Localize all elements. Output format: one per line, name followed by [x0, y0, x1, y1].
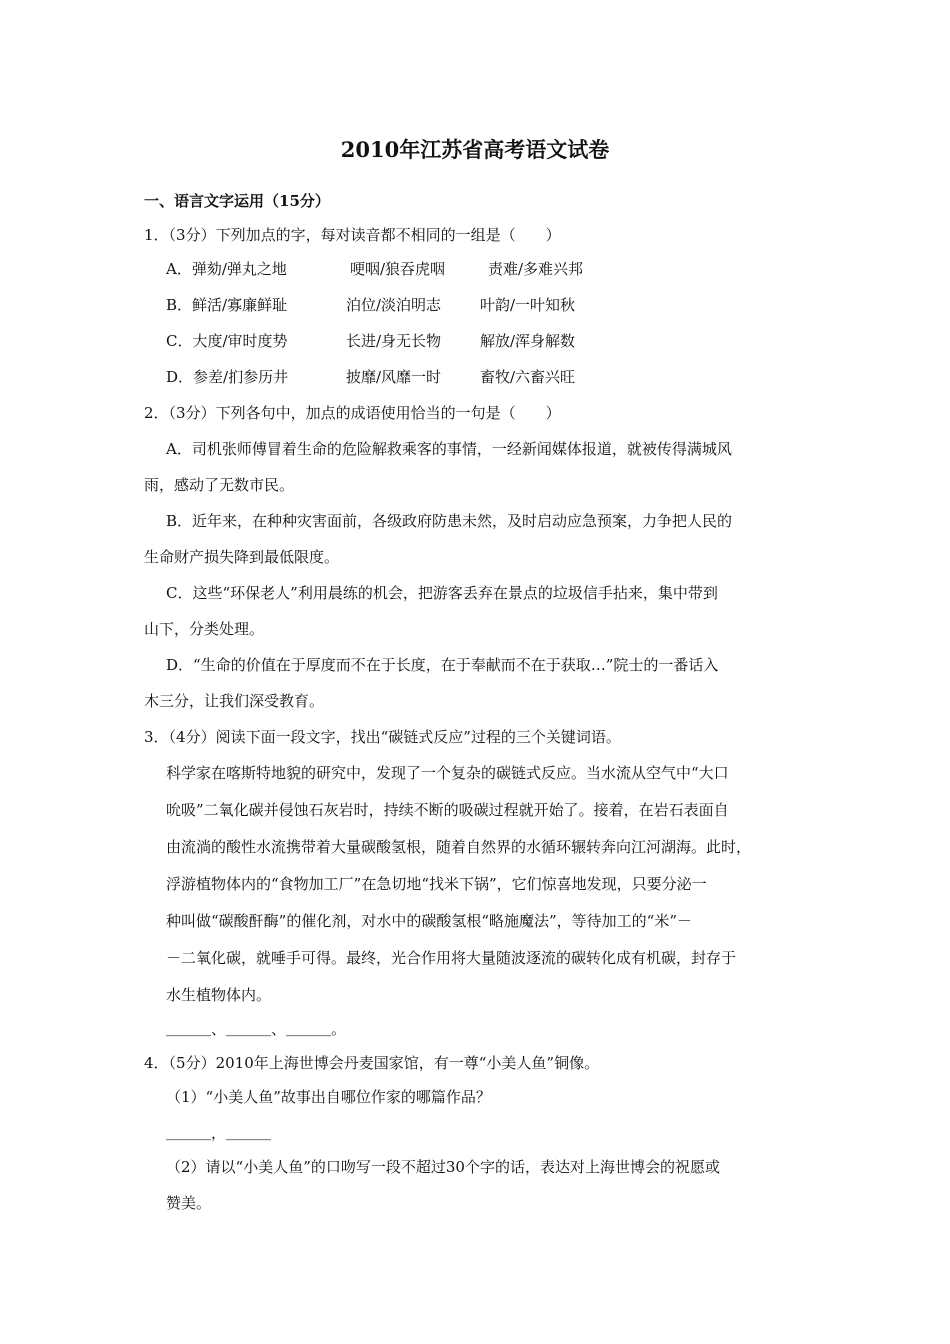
- q1-option-a-c: 责难/多难兴邦: [488, 260, 584, 278]
- q4-stem: 4．（5分）2010年上海世博会丹麦国家馆，有一尊“小美人鱼”铜像。: [144, 1054, 600, 1072]
- q2-option-c-line2: 山下，分类处理。: [144, 620, 265, 638]
- q2-option-b-line2: 生命财产损失降到最低限度。: [144, 548, 340, 566]
- q2-option-d-line1: D．“生命的价值在于厚度而不在于长度，在于奉献而不在于获取…”院士的一番话入: [166, 656, 719, 674]
- q2-option-c-line1: C．这些“环保老人”利用晨练的机会，把游客丢弃在景点的垃圾信手拈来，集中带到: [166, 584, 718, 602]
- q3-passage-line: －二氧化碳，就唾手可得。最终，光合作用将大量随波逐流的碳转化成有机碳，封存于: [166, 949, 737, 967]
- q3-passage-line: 浮游植物体内的“食物加工厂”在急切地“找米下锅”，它们惊喜地发现，只要分泌一: [166, 875, 707, 893]
- q3-passage-line: 科学家在喀斯特地貌的研究中，发现了一个复杂的碳链式反应。当水流从空气中“大口: [166, 764, 729, 782]
- q4-sub1-answer-blanks: ＿＿＿，＿＿＿: [166, 1124, 272, 1142]
- q2-stem: 2．（3分）下列各句中，加点的成语使用恰当的一句是（ ）: [144, 404, 561, 422]
- q1-option-a-b: 哽咽/狼吞虎咽: [350, 260, 446, 278]
- q2-option-d-line2: 木三分，让我们深受教育。: [144, 692, 325, 710]
- section-heading: 一、语言文字运用（15分）: [144, 192, 330, 210]
- q4-sub2-line1: （2）请以“小美人鱼”的口吻写一段不超过30个字的话，表达对上海世博会的祝愿或: [166, 1158, 720, 1176]
- q3-answer-blanks: ＿＿＿、＿＿＿、＿＿＿。: [166, 1020, 347, 1038]
- page-title: 2010年江苏省高考语文试卷: [340, 137, 610, 162]
- q1-stem: 1．（3分）下列加点的字，每对读音都不相同的一组是（ ）: [144, 226, 561, 244]
- q3-passage-line: 由流淌的酸性水流携带着大量碳酸氢根，随着自然界的水循环辗转奔向江河湖海。此时，: [166, 838, 752, 856]
- q1-option-a: A．弹劾/弹丸之地: [166, 260, 287, 278]
- q2-option-a-line1: A．司机张师傅冒着生命的危险解救乘客的事情，一经新闻媒体报道，就被传得满城风: [166, 440, 732, 458]
- q1-option-d-c: 畜牧/六畜兴旺: [480, 368, 576, 386]
- q3-passage-line: 水生植物体内。: [166, 986, 272, 1004]
- q2-option-b-line1: B．近年来，在种种灾害面前，各级政府防患未然，及时启动应急预案，力争把人民的: [166, 512, 733, 530]
- q1-option-c-b: 长进/身无长物: [346, 332, 442, 350]
- q3-passage-line: 吮吸”二氧化碳并侵蚀石灰岩时，持续不断的吸碳过程就开始了。接着，在岩石表面自: [166, 801, 729, 819]
- q1-option-c-c: 解放/浑身解数: [480, 332, 576, 350]
- q1-option-b: B．鲜活/寡廉鲜耻: [166, 296, 288, 314]
- q3-stem: 3．（4分）阅读下面一段文字，找出“碳链式反应”过程的三个关键词语。: [144, 728, 621, 746]
- q1-option-b-c: 叶韵/一叶知秋: [480, 296, 576, 314]
- q3-passage-line: 种叫做“碳酸酐酶”的催化剂，对水中的碳酸氢根“略施魔法”，等待加工的“米”－: [166, 912, 693, 930]
- q1-option-d: D．参差/扪参历井: [166, 368, 289, 386]
- q2-option-a-line2: 雨，感动了无数市民。: [144, 476, 295, 494]
- q4-sub2-line2: 赞美。: [166, 1194, 212, 1212]
- q1-option-c: C．大度/审时度势: [166, 332, 288, 350]
- q1-option-b-b: 泊位/淡泊明志: [346, 296, 442, 314]
- q4-sub1: （1）“小美人鱼”故事出自哪位作家的哪篇作品？: [166, 1088, 491, 1106]
- q1-option-d-b: 披靡/风靡一时: [346, 368, 442, 386]
